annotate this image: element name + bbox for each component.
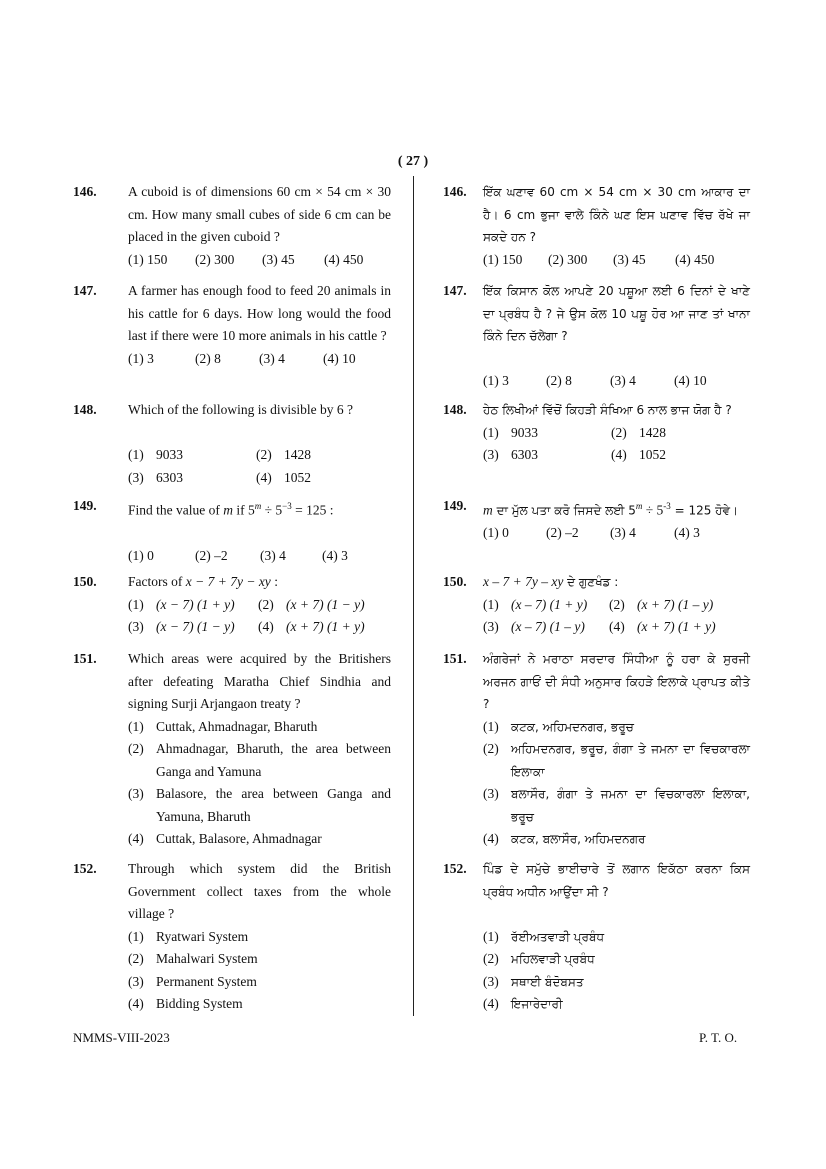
question-stem: m ਦਾ ਮੁੱਲ ਪਤਾ ਕਰੋ ਜਿਸਦੇ ਲਈ $5^m \div 5^{-3} = 125$ ਹੋਵੇ। xyxy=(483,501,739,518)
options-row xyxy=(128,444,391,467)
option-1[interactable]: (1) 150 xyxy=(128,251,168,267)
option-4[interactable]: (4) 10 xyxy=(323,350,356,366)
option-4[interactable] xyxy=(258,616,365,639)
option-1[interactable]: (1) 0 xyxy=(128,547,154,563)
option-value: 9033 xyxy=(156,447,183,462)
question-number: 149. xyxy=(73,498,97,513)
option-3[interactable] xyxy=(483,616,609,639)
option-4[interactable]: (4) Cuttak, Balasore, Ahmadnagar xyxy=(128,831,322,846)
option-label: (2) xyxy=(609,596,625,612)
option-label: (4) xyxy=(256,469,272,485)
question-stem: A cuboid is of dimensions 60 cm × 54 cm × 30 cm. How many small cubes of side 6 cm can be placed in the given cuboid ? xyxy=(128,184,391,244)
option-2[interactable] xyxy=(609,594,713,617)
option-label: (3) xyxy=(483,619,499,634)
option-value: 1052 xyxy=(639,447,666,462)
option-4[interactable]: (4) 3 xyxy=(674,525,700,540)
option-3[interactable]: (3) 45 xyxy=(613,251,646,267)
question-number: 152. xyxy=(443,861,467,876)
option-value: 6303 xyxy=(156,469,183,485)
option-value: (x + 7) (1 – y) xyxy=(637,596,714,612)
option-value: (x + 7) (1 − y) xyxy=(286,596,365,612)
question-stem: ਅੰਗਰੇਜਾਂ ਨੇ ਮਰਾਠਾ ਸਰਦਾਰ ਸਿੰਧੀਆ ਨੂੰ ਹਰਾ ਕੇ ਸੁਰਜੀ ਅਰਜਨ ਗਾਓਂ ਦੀ ਸੰਧੀ ਅਨੁਸਾਰ ਕਿਹੜੇ ਇਲਾਕੇ ਪ੍ਰਾਪਤ ਕੀਤੇ ? xyxy=(483,652,750,711)
options-row xyxy=(128,348,391,371)
options-row xyxy=(128,616,391,639)
question-number: 146. xyxy=(443,184,467,199)
option-4[interactable]: (4) ਇਜਾਰੇਦਾਰੀ xyxy=(483,996,563,1011)
option-2[interactable] xyxy=(611,422,739,445)
option-1[interactable]: (1) 0 xyxy=(483,525,509,540)
option-3[interactable]: (3) ਸਥਾਈ ਬੰਦੋਬਸਤ xyxy=(483,973,584,989)
option-label: (1) xyxy=(483,424,499,440)
page-turn-note: P. T. O. xyxy=(699,1030,738,1045)
option-label: (1) xyxy=(128,596,144,612)
option-2[interactable]: (2) 300 xyxy=(548,251,588,267)
question-number: 149. xyxy=(443,498,467,513)
option-value: 1428 xyxy=(639,424,666,440)
option-1[interactable]: (1) ਰੱਈਅਤਵਾੜੀ ਪ੍ਰਬੰਧ xyxy=(483,928,605,944)
option-3[interactable]: (3) Balasore, the area between Ganga and Yamuna, Bharuth xyxy=(128,786,391,824)
question-number: 146. xyxy=(73,184,97,199)
option-1[interactable]: (1) ਕਟਕ, ਅਹਿਮਦਨਗਰ, ਭਰੂਚ xyxy=(483,718,634,734)
option-2[interactable]: (2) Mahalwari System xyxy=(128,951,258,966)
option-label: (4) xyxy=(258,619,274,634)
option-3[interactable]: (3) ਬਲਾਸੌਰ, ਗੰਗਾ ਤੇ ਜਮਨਾ ਦਾ ਵਿਚਕਾਰਲਾ ਇਲਾਕਾ, ਭਰੂਚ xyxy=(483,786,750,824)
option-value: (x − 7) (1 − y) xyxy=(156,619,235,634)
option-2[interactable]: (2) –2 xyxy=(195,547,228,563)
question-number: 147. xyxy=(73,283,97,298)
option-label: (2) xyxy=(258,596,274,612)
option-4[interactable]: (4) 10 xyxy=(674,373,707,388)
question-stem: Find the value of m if $5^m \div 5^{-3} = 125$ : xyxy=(128,501,334,518)
options-row xyxy=(483,249,750,272)
option-4[interactable] xyxy=(256,467,384,490)
option-value: 1052 xyxy=(284,469,311,485)
options-row xyxy=(483,594,750,617)
option-3[interactable]: (3) 4 xyxy=(610,525,636,540)
option-2[interactable]: (2) 300 xyxy=(195,251,235,267)
option-3[interactable] xyxy=(128,616,258,639)
question-stem: ਹੇਠ ਲਿਖੀਆਂ ਵਿੱਚੋਂ ਕਿਹੜੀ ਸੰਖਿਆ 6 ਨਾਲ ਭਾਜ ਯੋਗ ਹੈ ? xyxy=(483,403,732,417)
options-row xyxy=(483,370,750,393)
question-stem: Factors of x − 7 + 7y − xy : xyxy=(128,574,278,589)
options-row xyxy=(483,444,750,467)
option-4[interactable] xyxy=(611,444,739,467)
question-stem: x – 7 + 7y – xy ਦੇ ਗੁਣਖੰਡ : xyxy=(483,574,619,589)
option-1[interactable] xyxy=(483,594,609,617)
option-2[interactable]: (2) ਅਹਿਮਦਨਗਰ, ਭਰੂਚ, ਗੰਗਾ ਤੇ ਜਮਨਾ ਦਾ ਵਿਚਕਾਰਲਾ ਇਲਾਕਾ xyxy=(483,741,750,779)
question-stem: Which of the following is divisible by 6 ? xyxy=(128,402,353,417)
option-label: (2) xyxy=(611,424,627,440)
option-2[interactable]: (2) ਮਹਿਲਵਾੜੀ ਪ੍ਰਬੰਧ xyxy=(483,951,595,966)
option-1[interactable]: (1) Cuttak, Ahmadnagar, Bharuth xyxy=(128,718,318,734)
question-stem: ਇੱਕ ਘਣਾਵ 60 cm × 54 cm × 30 cm ਆਕਾਰ ਦਾ ਹੈ। 6 cm ਭੁਜਾ ਵਾਲੇ ਕਿੰਨੇ ਘਣ ਇਸ ਘਣਾਵ ਵਿੱਚ ਰੱਖੇ ਜਾ ਸਕਦੇ ਹਨ ? xyxy=(483,185,750,244)
option-label: (1) xyxy=(483,596,499,612)
option-4[interactable]: (4) 450 xyxy=(675,251,715,267)
option-3[interactable]: (3) 4 xyxy=(259,350,285,366)
page-number: ( 27 ) xyxy=(397,154,429,169)
option-3[interactable]: (3) 4 xyxy=(260,547,286,563)
options-row xyxy=(128,249,391,272)
option-2[interactable]: (2) Ahmadnagar, Bharuth, the area between Ganga and Yamuna xyxy=(128,741,391,779)
options-row xyxy=(128,594,391,617)
question-stem: ਪਿੰਡ ਦੇ ਸਮੁੱਚੇ ਭਾਈਚਾਰੇ ਤੋਂ ਲਗਾਨ ਇਕੱਠਾ ਕਰਨਾ ਕਿਸ ਪ੍ਰਬੰਧ ਅਧੀਨ ਆਉਂਦਾ ਸੀ ? xyxy=(483,862,750,899)
option-label: (4) xyxy=(609,619,625,634)
option-3[interactable] xyxy=(483,444,611,467)
option-4[interactable]: (4) 450 xyxy=(324,251,364,267)
options-row xyxy=(128,545,391,568)
option-value: (x – 7) (1 + y) xyxy=(511,596,588,612)
question-number: 148. xyxy=(443,402,467,417)
question-stem: Through which system did the British Government collect taxes from the whole village ? xyxy=(128,861,391,921)
option-4[interactable]: (4) 3 xyxy=(322,547,348,563)
question-number: 151. xyxy=(73,651,97,666)
question-number: 150. xyxy=(73,574,97,589)
column-divider xyxy=(413,176,414,1016)
option-value: 6303 xyxy=(511,447,538,462)
option-value: (x – 7) (1 – y) xyxy=(511,619,585,634)
question-number: 150. xyxy=(443,574,467,589)
question-number: 147. xyxy=(443,283,467,298)
option-value: (x + 7) (1 + y) xyxy=(637,619,716,634)
option-1[interactable] xyxy=(483,422,611,445)
option-2[interactable] xyxy=(256,444,384,467)
exam-code: NMMS-VIII-2023 xyxy=(73,1030,170,1045)
option-4[interactable]: (4) Bidding System xyxy=(128,996,243,1011)
option-2[interactable] xyxy=(258,594,365,617)
question-stem: Which areas were acquired by the Britishers after defeating Maratha Chief Sindhia and signing Surji Arjangaon treaty ? xyxy=(128,651,391,711)
option-3[interactable] xyxy=(128,467,256,490)
option-label: (3) xyxy=(483,447,499,462)
option-2[interactable]: (2) 8 xyxy=(546,373,572,388)
option-label: (1) xyxy=(128,447,144,462)
option-label: (3) xyxy=(128,619,144,634)
options-row xyxy=(128,467,391,490)
option-1[interactable]: (1) 3 xyxy=(483,373,509,388)
option-label: (2) xyxy=(256,447,272,462)
option-value: (x + 7) (1 + y) xyxy=(286,619,365,634)
options-row xyxy=(483,422,750,445)
option-value: 1428 xyxy=(284,447,311,462)
option-3[interactable]: (3) 4 xyxy=(610,373,636,388)
option-4[interactable]: (4) ਕਟਕ, ਬਲਾਸੌਰ, ਅਹਿਮਦਨਗਰ xyxy=(483,831,646,846)
question-number: 152. xyxy=(73,861,97,876)
options-row xyxy=(483,522,750,545)
option-1[interactable] xyxy=(128,594,258,617)
question-stem: ਇੱਕ ਕਿਸਾਨ ਕੋਲ ਆਪਣੇ 20 ਪਸ਼ੂਆ ਲਈ 6 ਦਿਨਾਂ ਦੇ ਖਾਣੇ ਦਾ ਪ੍ਰਬੰਧ ਹੈ ? ਜੇ ਉਸ ਕੋਲ 10 ਪਸ਼ੂ ਹੋਰ ਆ ਜਾਣ ਤਾਂ ਖਾਨਾ ਕਿੰਨੇ ਦਿਨ ਚੱਲੇਗਾ ? xyxy=(483,284,750,343)
option-label: (4) xyxy=(611,447,627,462)
option-1[interactable]: (1) 3 xyxy=(128,350,154,366)
options-row xyxy=(483,616,750,639)
option-4[interactable] xyxy=(609,616,716,639)
question-number: 151. xyxy=(443,651,467,666)
question-number: 148. xyxy=(73,402,97,417)
option-1[interactable]: (1) 150 xyxy=(483,251,523,267)
option-2[interactable]: (2) –2 xyxy=(546,525,579,540)
option-value: 9033 xyxy=(511,424,538,440)
option-1[interactable]: (1) Ryatwari System xyxy=(128,928,249,944)
question-stem: A farmer has enough food to feed 20 animals in his cattle for 6 days. How long would the food last if there were 10 more animals in his cattle ? xyxy=(128,283,391,343)
option-2[interactable]: (2) 8 xyxy=(195,350,221,366)
option-label: (3) xyxy=(128,469,144,485)
option-3[interactable]: (3) Permanent System xyxy=(128,973,257,989)
option-value: (x − 7) (1 + y) xyxy=(156,596,235,612)
option-1[interactable] xyxy=(128,444,256,467)
option-3[interactable]: (3) 45 xyxy=(262,251,295,267)
